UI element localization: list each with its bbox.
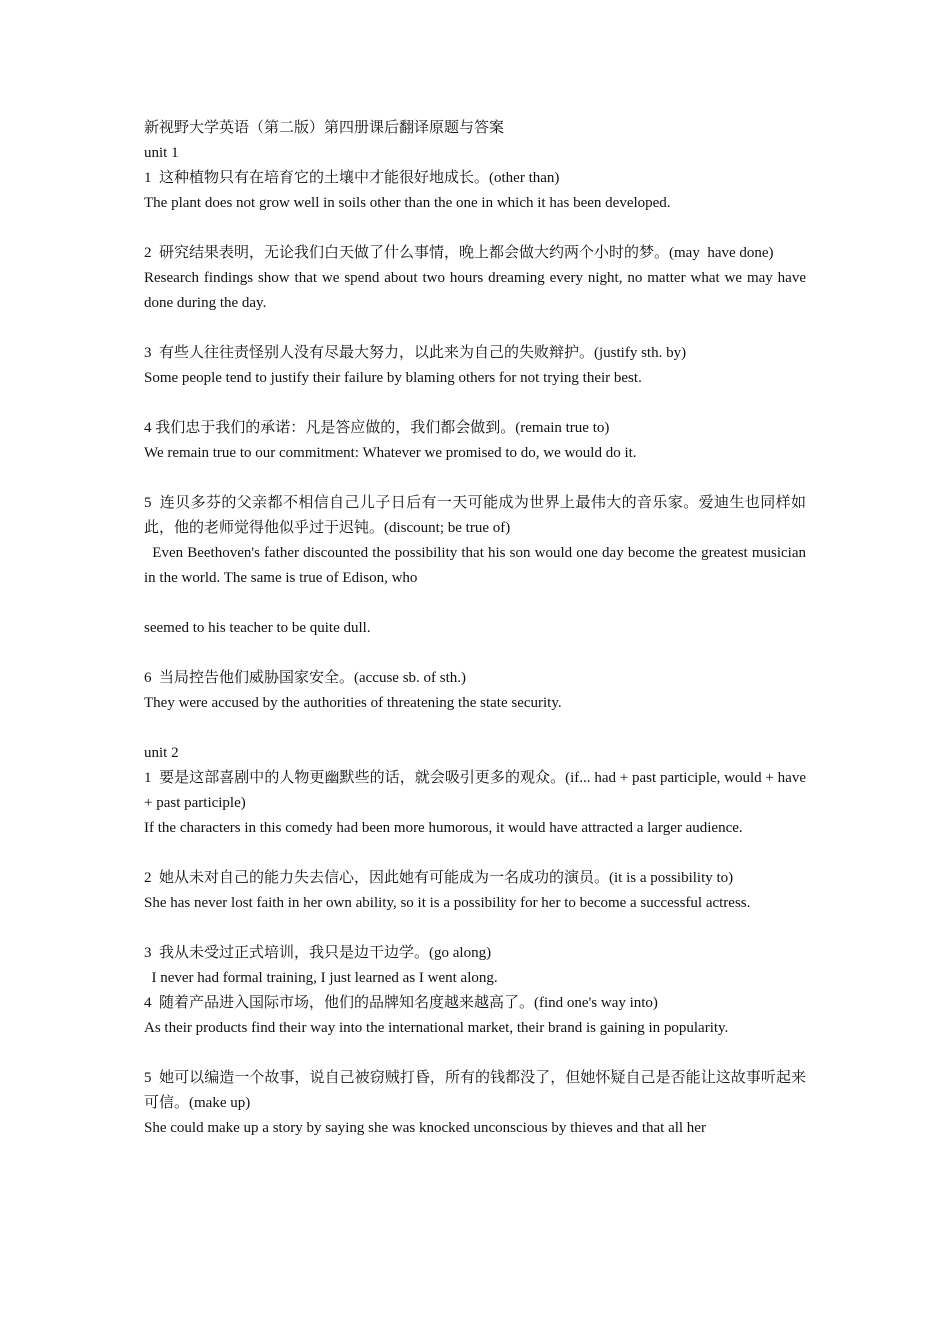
paragraph-spacer <box>144 591 806 616</box>
document-title: 新视野大学英语（第二版）第四册课后翻译原题与答案 <box>144 120 505 136</box>
answer-text-continued: seemed to his teacher to be quite dull. <box>144 620 371 636</box>
paragraph-spacer <box>144 841 806 866</box>
question-text: 2 研究结果表明，无论我们白天做了什么事情，晚上都会做大约两个小时的梦。(may have done) <box>144 245 774 261</box>
answer-text: They were accused by the authorities of threatening the state security. <box>144 695 562 711</box>
paragraph-spacer <box>144 1041 806 1066</box>
paragraph-spacer <box>144 216 806 241</box>
answer-text: Some people tend to justify their failure by blaming others for not trying their best. <box>144 370 642 386</box>
answer-text: The plant does not grow well in soils other than the one in which it has been developed. <box>144 195 671 211</box>
unit-heading: unit 2 <box>144 745 179 761</box>
paragraph-spacer <box>144 391 806 416</box>
answer-text: Research findings show that we spend about two hours dreaming every night, no matter what we may have done during the day. <box>144 270 810 311</box>
answer-text: If the characters in this comedy had been more humorous, it would have attracted a larger audience. <box>144 820 743 836</box>
question-text: 4 我们忠于我们的承诺：凡是答应做的，我们都会做到。(remain true to) <box>144 420 610 436</box>
paragraph-spacer <box>144 316 806 341</box>
question-text: 4 随着产品进入国际市场，他们的品牌知名度越来越高了。(find one's way into) <box>144 995 658 1011</box>
question-text: 5 她可以编造一个故事，说自己被窃贼打昏，所有的钱都没了，但她怀疑自己是否能让这故事听起来可信。(make up) <box>144 1070 806 1111</box>
answer-text: As their products find their way into the international market, their brand is gaining in popularity. <box>144 1020 729 1036</box>
question-text: 5 连贝多芬的父亲都不相信自己儿子日后有一天可能成为世界上最伟大的音乐家。爱迪生也同样如此，他的老师觉得他似乎过于迟钝。(discount; be true of) <box>144 495 806 536</box>
document-body <box>144 116 810 1141</box>
question-text: 3 有些人往往责怪别人没有尽最大努力，以此来为自己的失败辩护。(justify sth. by) <box>144 345 687 361</box>
question-text: 6 当局控告他们威胁国家安全。(accuse sb. of sth.) <box>144 670 467 686</box>
paragraph-spacer <box>144 641 806 666</box>
unit-heading: unit 1 <box>144 145 179 161</box>
question-text: 1 这种植物只有在培育它的土壤中才能很好地成长。(other than) <box>144 170 560 186</box>
paragraph-spacer <box>144 466 806 491</box>
question-text: 3 我从未受过正式培训，我只是边干边学。(go along) <box>144 945 492 961</box>
answer-text: I never had formal training, I just learned as I went along. <box>144 970 498 986</box>
answer-text: We remain true to our commitment: Whatever we promised to do, we would do it. <box>144 445 637 461</box>
question-text: 1 要是这部喜剧中的人物更幽默些的话，就会吸引更多的观众。(if... had + past participle, would + have + past participle) <box>144 770 810 811</box>
paragraph-spacer <box>144 716 806 741</box>
question-text: 2 她从未对自己的能力失去信心，因此她有可能成为一名成功的演员。(it is a possibility to) <box>144 870 734 886</box>
answer-text: She could make up a story by saying she was knocked unconscious by thieves and that all her <box>144 1120 706 1136</box>
paragraph-spacer <box>144 916 806 941</box>
answer-text: Even Beethoven's father discounted the possibility that his son would one day become the greatest musician in the world. The same is true of Edison, who <box>144 545 810 586</box>
answer-text: She has never lost faith in her own ability, so it is a possibility for her to become a successful actress. <box>144 895 751 911</box>
